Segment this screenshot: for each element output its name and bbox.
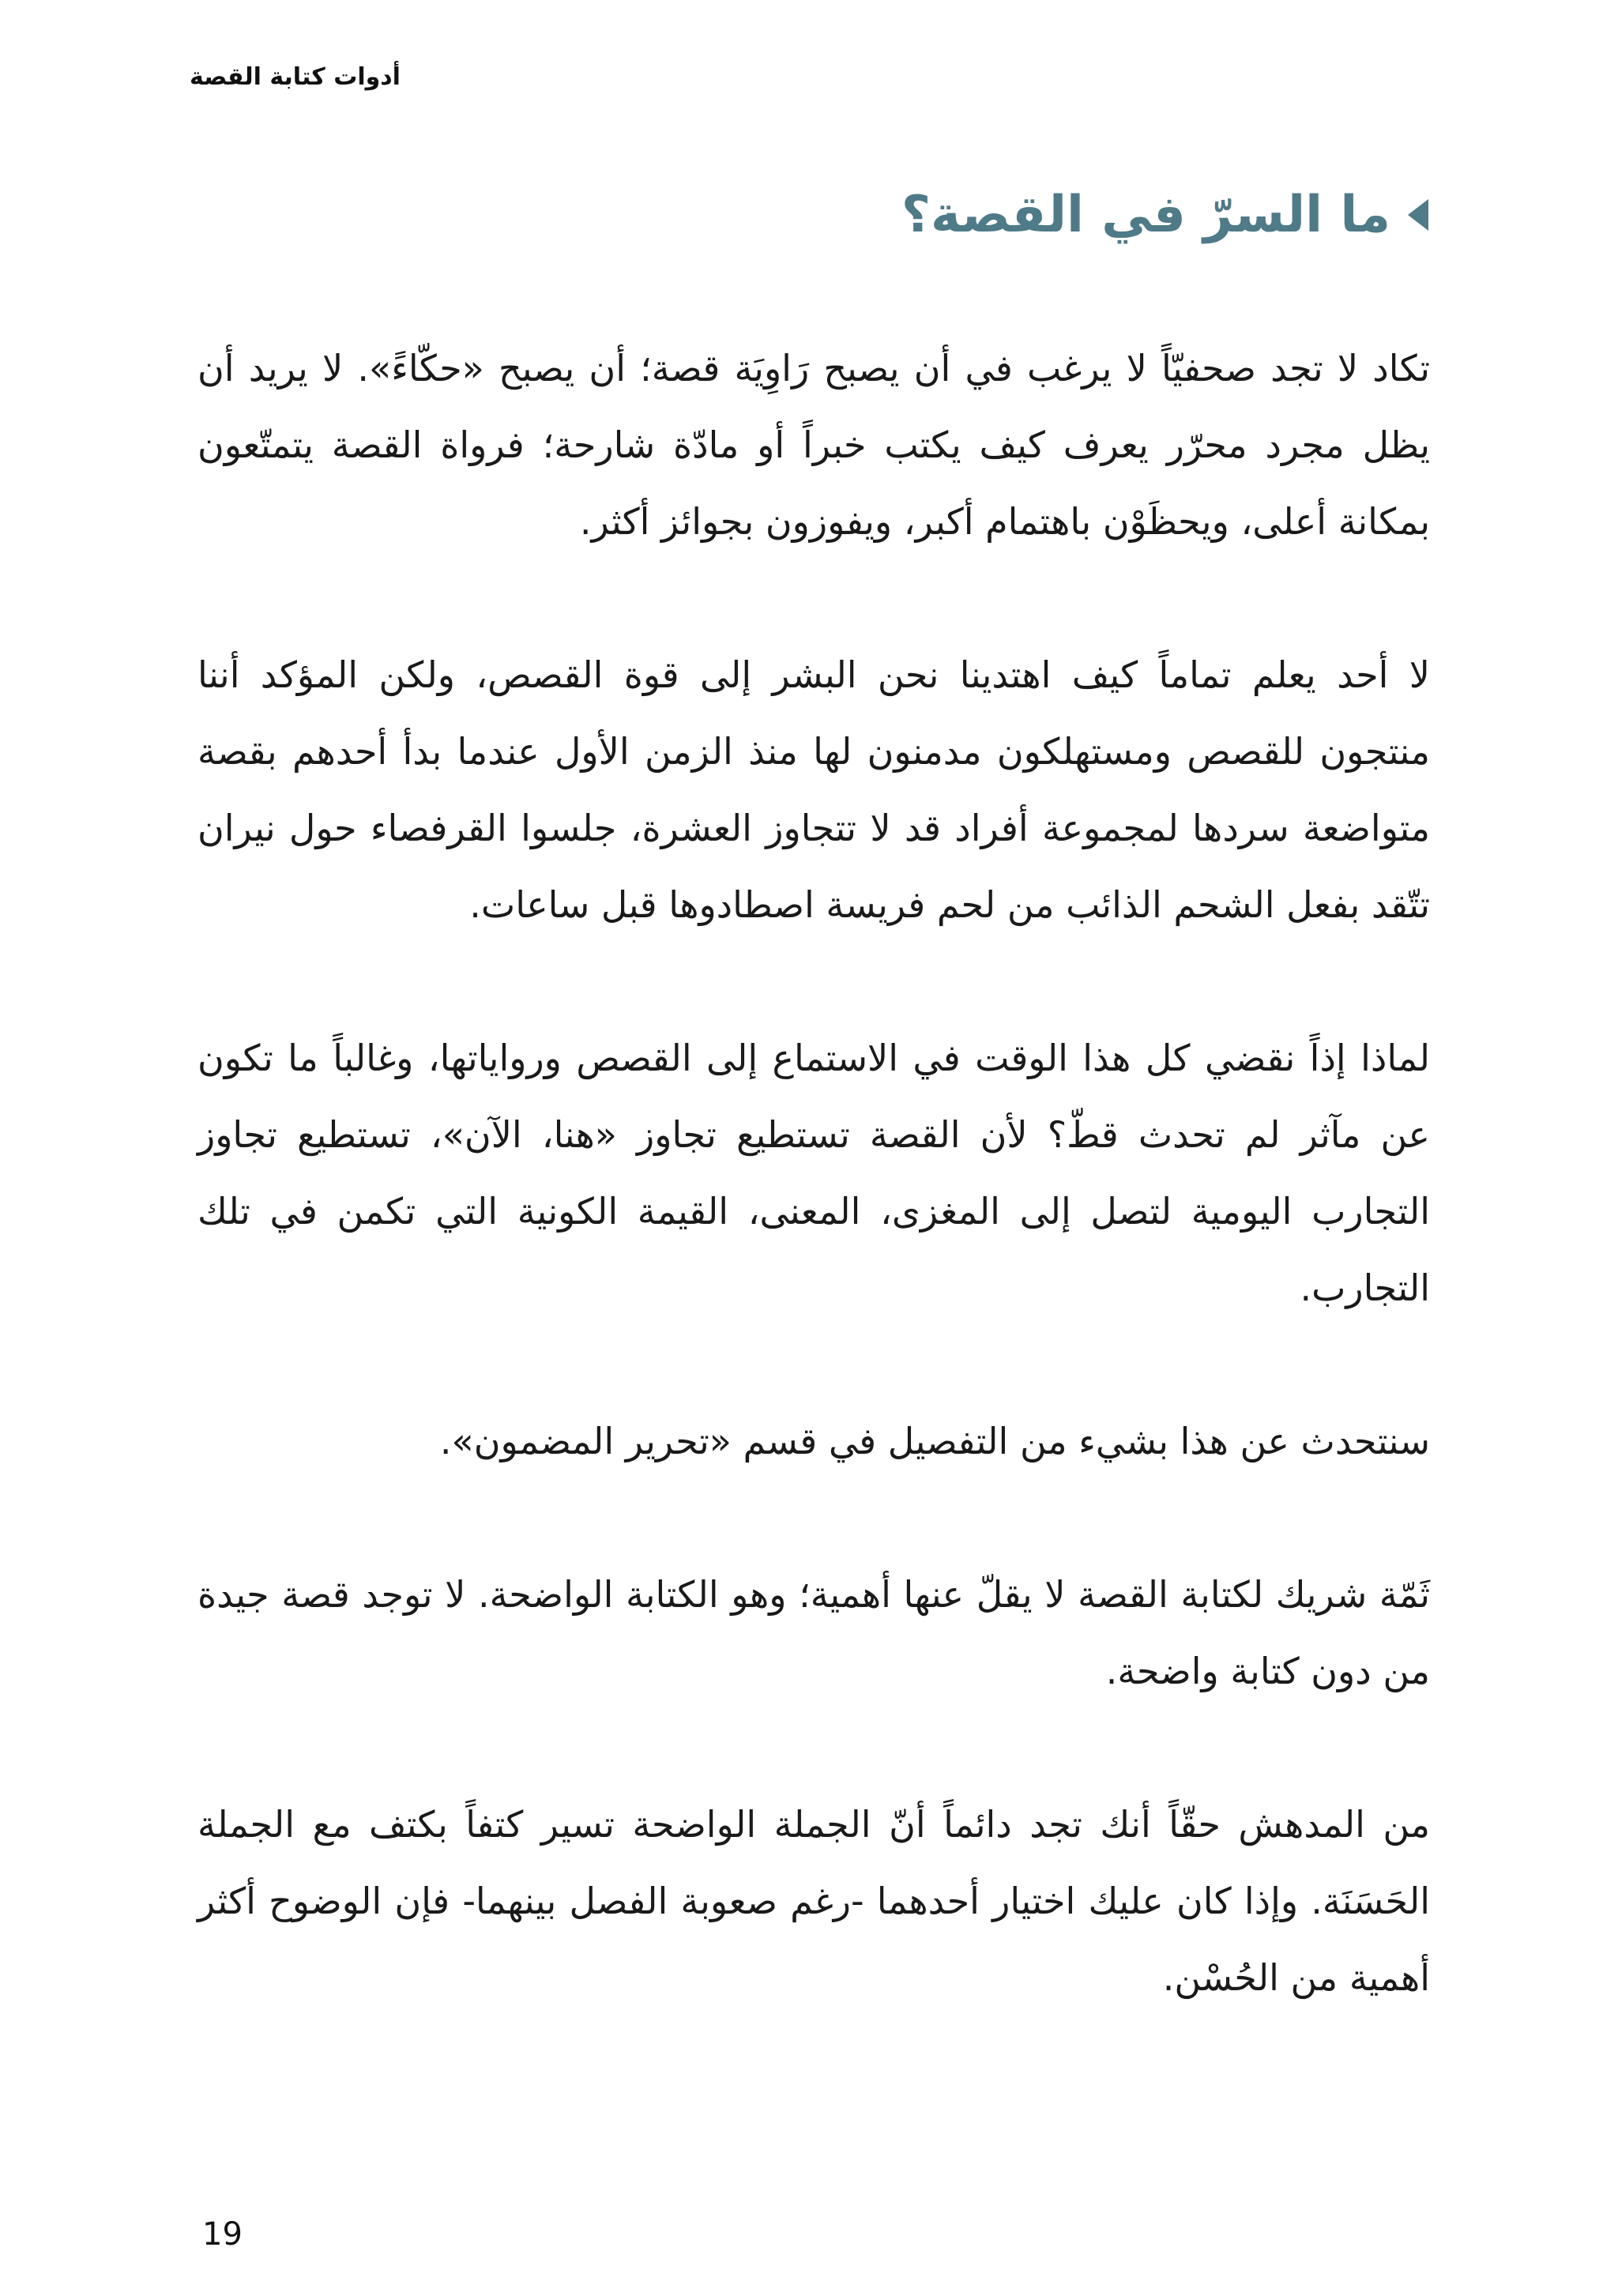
paragraph: سنتحدث عن هذا بشيء من التفصيل في قسم «تحرير المضمون». — [439, 1420, 1430, 1462]
running-header-title: أدوات كتابة القصة — [190, 63, 401, 91]
triangle-bullet-icon — [1408, 199, 1428, 231]
paragraph: تكاد لا تجد صحفيّاً لا يرغب في أن يصبح رَاوِيَة قصة؛ أن يصبح «حكّاءً». لا يريد أن يظل مجرد محرّر يعرف كيف يكتب خبراً أو مادّة شارحة؛ فرواة القصة يتمتّعون بمكانة أعلى، ويحظَوْن باهتمام أكبر، ويفوزون بجوائز أكثر. — [198, 347, 1430, 543]
running-header — [190, 57, 1438, 98]
body-text — [198, 330, 1430, 2016]
page-number: 19 — [202, 2216, 243, 2253]
section-heading — [190, 175, 1428, 254]
paragraph: لماذا إذاً نقضي كل هذا الوقت في الاستماع إلى القصص ورواياتها، وغالباً ما تكون عن مآثر لم تحدث قطّ؟ لأن القصة تستطيع تجاوز «هنا، الآن»، تستطيع تجاوز التجارب اليومية لتصل إلى المغزى، المعنى، القيمة الكونية التي تكمن في تلك التجارب. — [198, 1037, 1430, 1309]
paragraph: من المدهش حقّاً أنك تجد دائماً أنّ الجملة الواضحة تسير كتفاً بكتف مع الجملة الحَسَنَة. وإذا كان عليك اختيار أحدهما -رغم صعوبة الفصل بينهما- فإن الوضوح أكثر أهمية من الحُسْن. — [198, 1803, 1430, 1999]
paragraph: ثَمّة شريك لكتابة القصة لا يقلّ عنها أهمية؛ وهو الكتابة الواضحة. لا توجد قصة جيدة من دون كتابة واضحة. — [198, 1573, 1430, 1692]
paragraph: لا أحد يعلم تماماً كيف اهتدينا نحن البشر إلى قوة القصص، ولكن المؤكد أننا منتجون للقصص ومستهلكون مدمنون لها منذ الزمن الأول عندما بدأ أحدهم بقصة متواضعة سردها لمجموعة أفراد قد لا تتجاوز العشرة، جلسوا القرفصاء حول نيران تتّقد بفعل الشحم الذائب من لحم فريسة اصطادوها قبل ساعات. — [198, 653, 1430, 926]
section-title: ما السرّ في القصة؟ — [901, 186, 1390, 244]
